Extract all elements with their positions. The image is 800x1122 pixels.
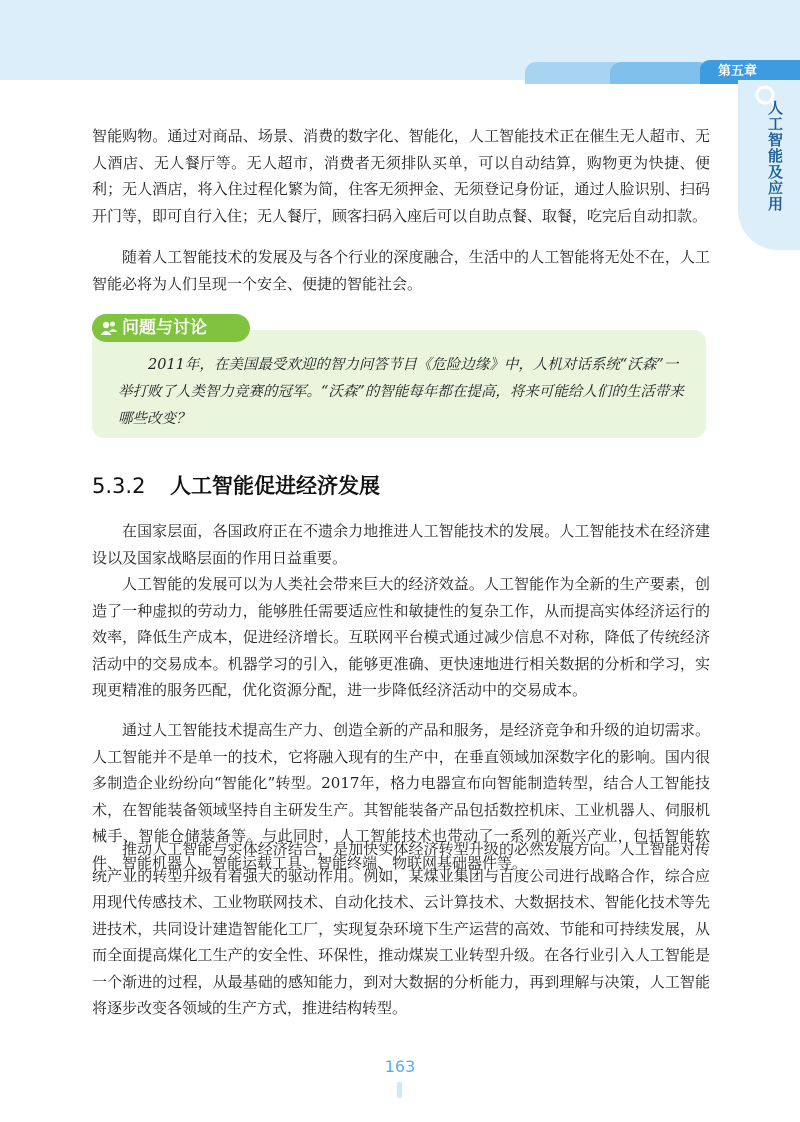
paragraph: 在国家层面，各国政府正在不遗余力地推进人工智能技术的发展。人工智能技术在经济建设以及国家战略层面的作用日益重要。 [92, 522, 710, 567]
paragraph: 智能购物。通过对商品、场景、消费的数字化、智能化，人工智能技术正在催生无人超市、无人酒店、无人餐厅等。无人超市，消费者无须排队买单，可以自动结算，购物更为快捷、便利；无人酒店，将入住过程化繁为简，住客无须押金、无须登记身份证，通过人脸识别、扫码开门等，即可自行入住；无人餐厅，顾客扫码入座后可以自助点餐、取餐，吃完后自动扣款。 [92, 127, 710, 225]
section-title: 人工智能促进经济发展 [170, 474, 380, 498]
page-number: 163 [384, 1057, 416, 1076]
side-title: 人工智能及应用 [766, 100, 784, 212]
discussion-text: 2011年，在美国最受欢迎的智力问答节目《危险边缘》中，人机对话系统“沃森”一举打败了人类智力竞赛的冠军。“沃森”的智能每年都在提高，将来可能给人们的生活带来哪些改变？ [118, 357, 684, 427]
paragraph: 人工智能的发展可以为人类社会带来巨大的经济效益。人工智能作为全新的生产要素，创造了一种虚拟的劳动力，能够胜任需要适应性和敏捷性的复杂工作，从而提高实体经济运行的效率，降低生产成本，促进经济增长。互联网平台模式通过减少信息不对称，降低了传统经济活动中的交易成本。机器学习的引入，能够更准确、更快速地进行相关数据的分析和学习，实现更精准的服务匹配，优化资源分配，进一步降低经济活动中的交易成本。 [92, 575, 710, 699]
paragraph: 随着人工智能技术的发展及与各个行业的深度融合，生活中的人工智能将无处不在，人工智能必将为人们呈现一个安全、便捷的智能社会。 [92, 248, 710, 293]
page-tick-decoration [397, 1082, 402, 1098]
people-icon [100, 319, 118, 337]
header-tab-decoration [610, 62, 710, 84]
chapter-tab: 第五章 [700, 60, 800, 84]
section-heading [92, 470, 380, 500]
discussion-label: 问题与讨论 [92, 314, 250, 342]
paragraph: 推动人工智能与实体经济结合，是加快实体经济转型升级的必然发展方向。人工智能对传统产业的转型升级有着强大的驱动作用。例如，某煤业集团与百度公司进行战略合作，综合应用现代传感技术、工业物联网技术、自动化技术、云计算技术、大数据技术、智能化技术等先进技术，共同设计建造智能化工厂，实现复杂环境下生产运营的高效、节能和可持续发展，从而全面提高煤化工生产的安全性、环保性，推动煤炭工业转型升级。在各行业引入人工智能是一个渐进的过程，从最基础的感知能力，到对大数据的分析能力，再到理解与决策，人工智能将逐步改变各领域的生产方式，推进结构转型。 [92, 840, 710, 1017]
paragraph: 通过人工智能技术提高生产力、创造全新的产品和服务，是经济竞争和升级的迫切需求。人工智能并不是单一的技术，它将融入现有的生产中，在垂直领域加深数字化的影响。国内很多制造企业纷纷向“智能化”转型。2017年，格力电器宣布向智能制造转型，结合人工智能技术，在智能装备领域坚持自主研发生产。其智能装备产品包括数控机床、工业机器人、伺服机械手、智能仓储装备等。与此同时，人工智能技术也带动了一系列的新兴产业，包括智能软件、智能机器人、智能运载工具、智能终端、物联网基础器件等。 [92, 721, 710, 872]
section-number: 5.3.2 [92, 474, 146, 498]
